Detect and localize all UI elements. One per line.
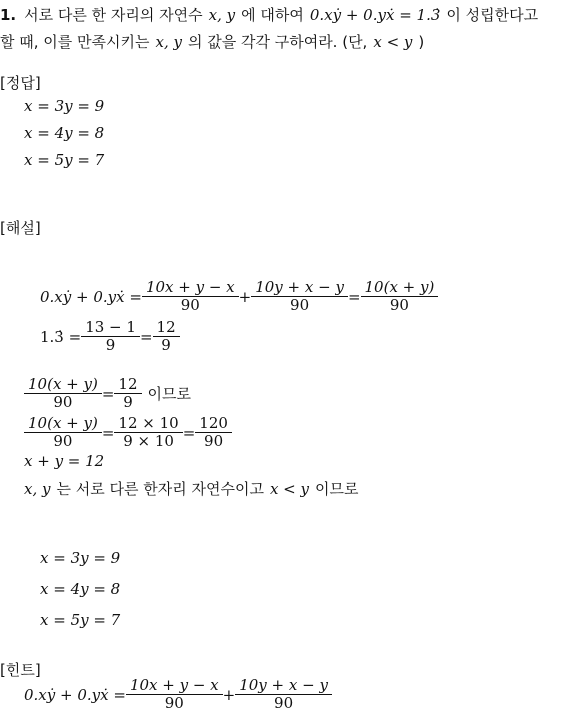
denominator: 90 bbox=[251, 296, 348, 314]
problem-text: 이 성립한다고 bbox=[446, 6, 539, 24]
numerator: 10(x + y) bbox=[28, 414, 98, 432]
numerator: 10y + x − y bbox=[255, 278, 344, 296]
problem-line-2 bbox=[0, 31, 424, 52]
numerator: 10x + y − x bbox=[145, 278, 235, 296]
problem-text: 할 때, 이를 만족시키는 bbox=[0, 33, 150, 51]
denominator: 9 × 10 bbox=[114, 432, 182, 450]
fraction bbox=[116, 376, 139, 411]
problem-condition: x < y bbox=[373, 32, 413, 51]
denominator: 90 bbox=[235, 694, 332, 712]
numerator: 12 bbox=[156, 318, 176, 336]
explanation-eq-5: x + y = 12 bbox=[24, 452, 105, 470]
problem-line-1 bbox=[0, 4, 538, 25]
eq-lhs: 0.xẏ + 0.yẋ = bbox=[24, 685, 126, 704]
fraction bbox=[26, 376, 100, 411]
numerator: 10x + y − x bbox=[129, 676, 219, 694]
denominator: 90 bbox=[361, 296, 439, 314]
explanation-eq-3 bbox=[24, 376, 191, 411]
answer-line: x = 4y = 8 bbox=[24, 124, 105, 142]
fraction bbox=[83, 319, 138, 354]
eq-text: 이므로 bbox=[314, 480, 359, 498]
denominator: 90 bbox=[142, 296, 239, 314]
eq-lhs: 1.3̇ = bbox=[40, 327, 82, 346]
denominator: 9 bbox=[153, 336, 180, 354]
explanation-eq-1 bbox=[40, 279, 438, 314]
numerator: 10(x + y) bbox=[28, 375, 98, 393]
explanation-header: [해설] bbox=[0, 219, 41, 237]
explanation-eq-4 bbox=[24, 415, 232, 450]
denominator: 90 bbox=[24, 393, 102, 411]
eq-condition: x < y bbox=[269, 479, 309, 498]
problem-equation: 0.xẏ + 0.yẋ = 1.3̇ bbox=[309, 5, 441, 24]
operator: + bbox=[238, 287, 252, 306]
answer-line: x = 5y = 7 bbox=[24, 151, 105, 169]
eq-text: 는 서로 다른 한자리 자연수이고 bbox=[56, 480, 264, 498]
fraction bbox=[26, 415, 100, 450]
eq-text: 이므로 bbox=[147, 385, 191, 403]
denominator: 90 bbox=[126, 694, 223, 712]
answer-line: x = 3y = 9 bbox=[24, 97, 105, 115]
eq-vars: x, y bbox=[24, 479, 51, 498]
operator: + bbox=[222, 685, 236, 704]
explanation-eq-2 bbox=[40, 319, 180, 354]
problem-text: 의 값을 각각 구하여라. (단, bbox=[187, 33, 368, 51]
operator: = bbox=[101, 423, 115, 442]
fraction bbox=[128, 677, 221, 712]
problem-text: 서로 다른 한 자리의 자연수 bbox=[24, 6, 203, 24]
numerator: 12 bbox=[118, 375, 138, 393]
problem-vars: x, y bbox=[208, 5, 236, 24]
fraction bbox=[197, 415, 230, 450]
numerator: 120 bbox=[199, 414, 228, 432]
numerator: 10(x + y) bbox=[364, 278, 435, 296]
answer-header: [정답] bbox=[0, 74, 41, 92]
explanation-eq-6 bbox=[24, 478, 358, 499]
problem-number: 1. bbox=[0, 5, 17, 24]
fraction bbox=[237, 677, 330, 712]
numerator: 13 − 1 bbox=[85, 318, 136, 336]
numerator: 10y + x − y bbox=[239, 676, 328, 694]
problem-text: ) bbox=[418, 32, 425, 51]
explanation-result: x = 4y = 8 bbox=[40, 580, 121, 598]
hint-equation bbox=[24, 677, 332, 712]
problem-vars: x, y bbox=[155, 32, 182, 51]
operator: = bbox=[347, 287, 361, 306]
fraction bbox=[363, 279, 437, 314]
hint-header: [힌트] bbox=[0, 661, 41, 679]
explanation-result: x = 3y = 9 bbox=[40, 549, 121, 567]
explanation-result: x = 5y = 7 bbox=[40, 611, 121, 629]
operator: = bbox=[139, 327, 153, 346]
operator: = bbox=[101, 384, 115, 403]
denominator: 90 bbox=[195, 432, 232, 450]
fraction bbox=[155, 319, 178, 354]
eq-lhs: 0.xẏ + 0.yẋ = bbox=[40, 287, 142, 306]
operator: = bbox=[182, 423, 196, 442]
denominator: 9 bbox=[114, 393, 141, 411]
numerator: 12 × 10 bbox=[118, 414, 179, 432]
fraction bbox=[144, 279, 237, 314]
problem-text: 에 대하여 bbox=[241, 6, 304, 24]
denominator: 9 bbox=[81, 336, 140, 354]
fraction bbox=[253, 279, 346, 314]
fraction bbox=[116, 415, 180, 450]
denominator: 90 bbox=[24, 432, 102, 450]
